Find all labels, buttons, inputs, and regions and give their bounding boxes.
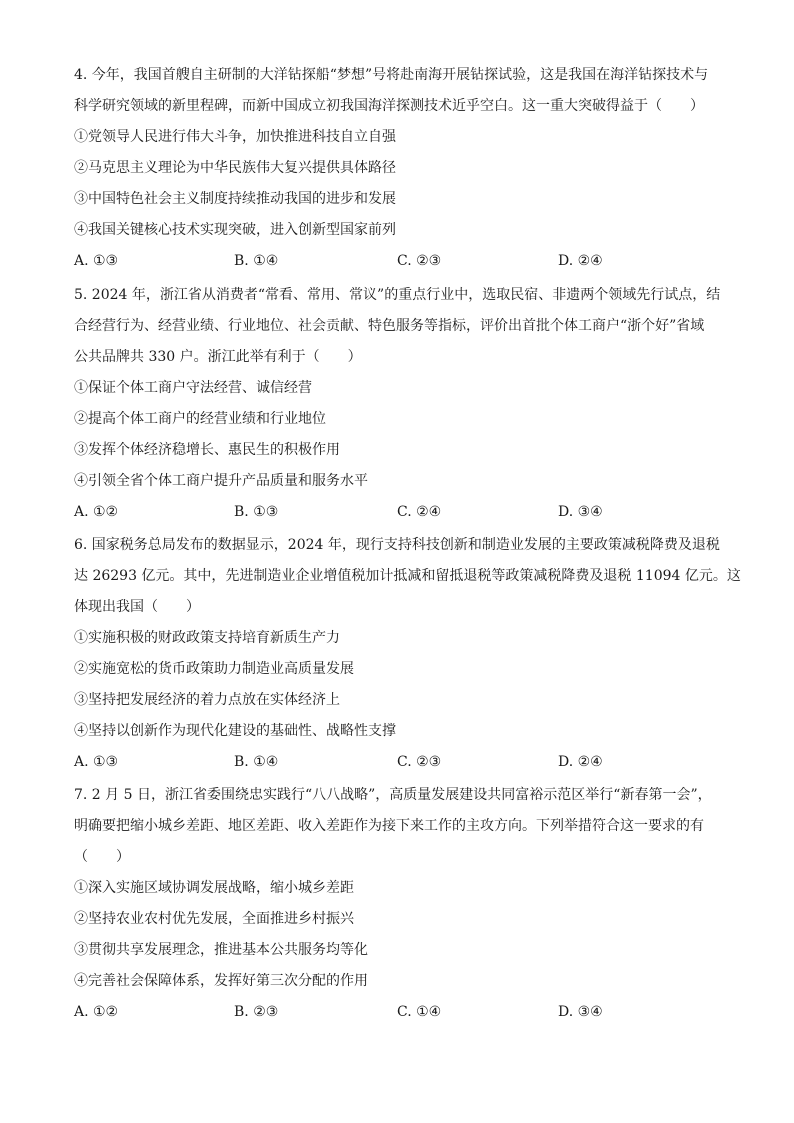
statement-2: ②坚持农业农村优先发展，全面推进乡村振兴 [74,911,354,927]
statement-2: ②提高个体工商户的经营业绩和行业地位 [74,411,326,427]
question-stem-line: 6. 国家税务总局发布的数据显示，2024 年，现行支持科技创新和制造业发展的主要政策减税降费及退税 [74,537,720,553]
answer-options [74,997,734,1028]
option-b: B. ①③ [234,504,279,520]
statement-4: ④我国关键核心技术实现突破，进入创新型国家前列 [74,222,396,238]
question-4 [74,60,734,277]
question-stem-line: 达 26293 亿元。其中，先进制造业企业增值税加计抵减和留抵退税等政策减税降费及退税 11094 亿元。这 [74,568,741,584]
question-stem-line: 7. 2 月 5 日，浙江省委围绕忠实践行“八八战略”，高质量发展建设共同富裕示范区举行“新春第一会”， [74,787,712,803]
answer-options [74,246,734,277]
option-d: D. ③④ [558,504,603,520]
option-b: B. ①④ [234,754,279,770]
question-stem-line: 合经营行为、经营业绩、行业地位、社会贡献、特色服务等指标，评价出首批个体工商户“浙个好”省域 [74,318,705,334]
option-b: B. ①④ [234,253,279,269]
statement-1: ①保证个体工商户守法经营、诚信经营 [74,380,312,396]
question-stem-line: 公共品牌共 330 户。浙江此举有利于（ ） [74,349,362,365]
question-6 [74,530,741,778]
statement-1: ①党领导人民进行伟大斗争，加快推进科技自立自强 [74,129,396,145]
option-c: C. ②④ [397,504,442,520]
question-stem-line: 体现出我国（ ） [74,599,200,615]
option-d: D. ③④ [558,1004,603,1020]
question-stem-line: 4. 今年，我国首艘自主研制的大洋钻探船“梦想”号将赴南海开展钻探试验，这是我国在海洋钻探技术与 [74,67,709,83]
statement-1: ①实施积极的财政政策支持培育新质生产力 [74,630,340,646]
question-stem-line: （ ） [74,849,130,865]
answer-options [74,747,734,778]
statement-3: ③坚持把发展经济的着力点放在实体经济上 [74,692,340,708]
option-a: A. ①② [74,1004,119,1020]
statement-2: ②马克思主义理论为中华民族伟大复兴提供具体路径 [74,160,396,176]
statement-4: ④完善社会保障体系，发挥好第三次分配的作用 [74,973,368,989]
option-a: A. ①② [74,504,119,520]
answer-options [74,497,734,528]
statement-1: ①深入实施区域协调发展战略，缩小城乡差距 [74,880,354,896]
option-a: A. ①③ [74,253,119,269]
option-b: B. ②③ [234,1004,279,1020]
option-c: C. ②③ [397,253,442,269]
option-d: D. ②④ [558,754,603,770]
statement-3: ③中国特色社会主义制度持续推动我国的进步和发展 [74,191,396,207]
question-stem-line: 5. 2024 年，浙江省从消费者“常看、常用、常议”的重点行业中，选取民宿、非遗两个领域先行试点，结 [74,287,721,303]
statement-3: ③发挥个体经济稳增长、惠民生的积极作用 [74,442,340,458]
statement-3: ③贯彻共享发展理念，推进基本公共服务均等化 [74,942,368,958]
statement-4: ④坚持以创新作为现代化建设的基础性、战略性支撑 [74,723,396,739]
question-stem-line: 明确要把缩小城乡差距、地区差距、收入差距作为接下来工作的主攻方向。下列举措符合这一要求的有 [74,818,704,834]
option-c: C. ②③ [397,754,442,770]
question-stem-line: 科学研究领域的新里程碑，而新中国成立初我国海洋探测技术近乎空白。这一重大突破得益于（ ） [74,98,704,114]
question-7 [74,780,734,1028]
statement-2: ②实施宽松的货币政策助力制造业高质量发展 [74,661,354,677]
question-5 [74,280,734,528]
option-a: A. ①③ [74,754,119,770]
option-c: C. ①④ [397,1004,442,1020]
statement-4: ④引领全省个体工商户提升产品质量和服务水平 [74,473,368,489]
option-d: D. ②④ [558,253,603,269]
